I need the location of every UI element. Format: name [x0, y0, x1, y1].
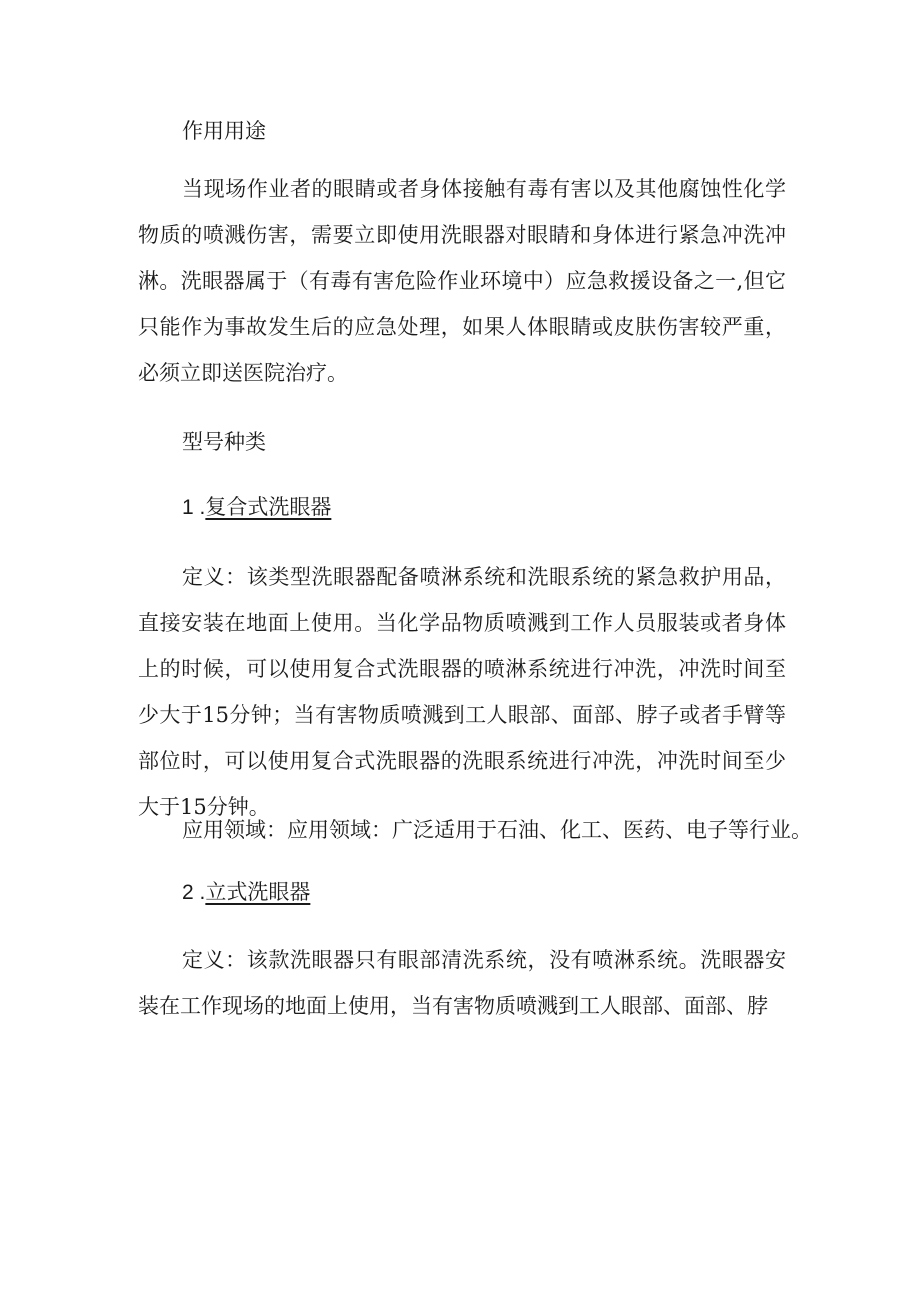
item-2-heading: [138, 869, 786, 916]
item-2-definition: 定义：该款洗眼器只有眼部清洗系统，没有喷淋系统。洗眼器安装在工作现场的地面上使用，当有害物质喷溅到工人眼部、面部、脖: [138, 948, 786, 1018]
heading-usage: 作用用途: [182, 119, 266, 143]
item-1-title: 复合式洗眼器: [205, 495, 332, 519]
paragraph-usage: 当现场作业者的眼睛或者身体接触有毒有害以及其他腐蚀性化学物质的喷溅伤害，需要立即使用洗眼器对眼睛和身体进行紧急冲洗冲淋。洗眼器属于（有毒有害危险作业环境中）应急救援设备之一,但它只能作为事故发生后的应急处理，如果人体眼睛或皮肤伤害较严重，必须立即送医院治疗。: [138, 177, 786, 385]
item-1-heading: [138, 484, 786, 531]
item-1-definition: 定义：该类型洗眼器配备喷淋系统和洗眼系统的紧急救护用品，直接安装在地面上使用。当化学品物质喷溅到工作人员服装或者身体上的时候，可以使用复合式洗眼器的喷淋系统进行冲洗，冲洗时间至少大于15分钟；当有害物质喷溅到工人眼部、面部、脖子或者手臂等部位时，可以使用复合式洗眼器的洗眼系统进行冲洗，冲洗时间至少大于15分钟。: [138, 565, 786, 819]
item-1-application: 应用领域：应用领域：广泛适用于石油、化工、医药、电子等行业。: [182, 818, 812, 842]
heading-types: 型号种类: [182, 430, 266, 454]
item-2-title: 立式洗眼器: [205, 880, 311, 904]
item-2-number: 2 .: [182, 881, 206, 904]
item-1-number: 1 .: [182, 496, 206, 519]
